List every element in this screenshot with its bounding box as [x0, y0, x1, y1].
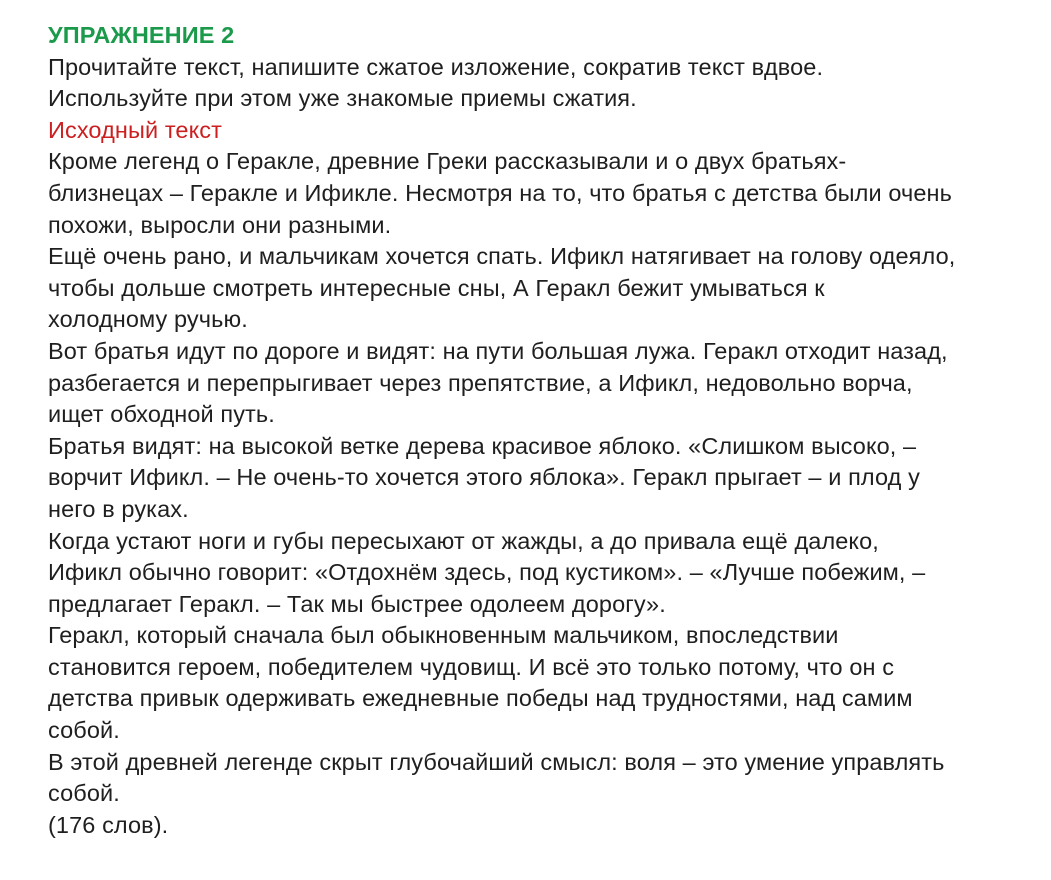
- text-line: Кроме легенд о Геракле, древние Греки рассказывали и о двух братьях-: [48, 148, 847, 175]
- text-line: Братья видят: на высокой ветке дерева красивое яблоко. «Слишком высоко, –: [48, 432, 917, 459]
- text-line: предлагает Геракл. – Так мы быстрее одолеем дорогу».: [48, 590, 666, 617]
- source-text-heading: Исходный текст: [48, 116, 222, 143]
- text-line: холодному ручью.: [48, 306, 248, 333]
- text-line: Ещё очень рано, и мальчикам хочется спать. Ификл натягивает на голову одеяло,: [48, 243, 956, 270]
- exercise-document: [48, 20, 1038, 841]
- text-line: собой.: [48, 780, 120, 807]
- instruction-line: Прочитайте текст, напишите сжатое изложение, сократив текст вдвое.: [48, 53, 824, 80]
- text-line: собой.: [48, 717, 120, 744]
- text-line: него в руках.: [48, 495, 189, 522]
- text-line: ворчит Ификл. – Не очень-то хочется этого яблока». Геракл прыгает – и плод у: [48, 464, 920, 491]
- text-line: Когда устают ноги и губы пересыхают от жажды, а до привала ещё далеко,: [48, 527, 879, 554]
- text-line: становится героем, победителем чудовищ. И всё это только потому, что он с: [48, 653, 895, 680]
- exercise-heading: УПРАЖНЕНИЕ 2: [48, 22, 235, 48]
- word-count: (176 слов).: [48, 811, 169, 838]
- text-line: Вот братья идут по дороге и видят: на пути большая лужа. Геракл отходит назад,: [48, 337, 948, 364]
- text-line: В этой древней легенде скрыт глубочайший смысл: воля – это умение управлять: [48, 748, 945, 775]
- text-line: похожи, выросли они разными.: [48, 211, 392, 238]
- text-line: Ификл обычно говорит: «Отдохнём здесь, под кустиком». – «Лучше побежим, –: [48, 559, 926, 586]
- text-line: детства привык одерживать ежедневные победы над трудностями, над самим: [48, 685, 913, 712]
- instruction-line: Используйте при этом уже знакомые приемы сжатия.: [48, 85, 637, 112]
- text-line: Геракл, который сначала был обыкновенным мальчиком, впоследствии: [48, 622, 839, 649]
- text-line: ищет обходной путь.: [48, 401, 275, 428]
- text-line: разбегается и перепрыгивает через препятствие, а Ификл, недовольно ворча,: [48, 369, 913, 396]
- text-line: близнецах – Геракле и Ификле. Несмотря на то, что братья с детства были очень: [48, 179, 952, 206]
- text-line: чтобы дольше смотреть интересные сны, А Геракл бежит умываться к: [48, 274, 825, 301]
